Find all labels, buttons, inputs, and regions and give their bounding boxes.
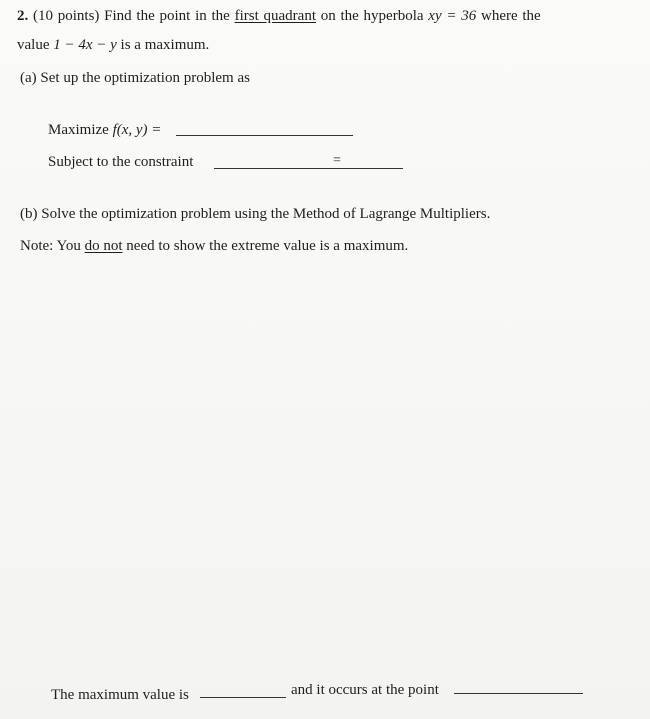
maximize-label: Maximize bbox=[48, 122, 109, 138]
part-b-intro: (b) Solve the optimization problem using the Method of Lagrange Multipliers. bbox=[20, 206, 491, 222]
problem-statement-line-1 bbox=[17, 7, 541, 25]
note-text-b: need to show the extreme value is a maximum. bbox=[126, 238, 409, 254]
problem-text-value: value bbox=[17, 37, 50, 53]
occurs-label: and it occurs at the point bbox=[291, 682, 439, 698]
problem-text-c: where the bbox=[480, 8, 541, 24]
objective-expression: 1 − 4x − y bbox=[53, 37, 117, 53]
constraint-equals-sign: = bbox=[333, 153, 341, 168]
problem-points: (10 points) bbox=[33, 8, 100, 24]
problem-text-maximum: is a maximum. bbox=[120, 37, 210, 53]
function-label: f(x, y) = bbox=[112, 122, 162, 138]
part-a-intro: (a) Set up the optimization problem as bbox=[20, 70, 250, 86]
problem-text-underlined: first quadrant bbox=[234, 8, 316, 24]
maximize-row bbox=[48, 121, 161, 139]
problem-text-b: on the hyperbola bbox=[320, 8, 424, 24]
max-value-label: The maximum value is bbox=[51, 687, 189, 703]
constraint-label: Subject to the constraint bbox=[48, 154, 194, 170]
note-underlined: do not bbox=[84, 238, 123, 254]
note-line bbox=[20, 237, 408, 255]
point-answer-line[interactable] bbox=[454, 693, 583, 694]
problem-statement-line-2 bbox=[17, 36, 209, 54]
max-value-answer-line[interactable] bbox=[200, 697, 286, 698]
problem-number: 2. bbox=[17, 8, 29, 24]
hyperbola-equation: xy = 36 bbox=[428, 8, 477, 24]
function-answer-line[interactable] bbox=[176, 135, 353, 136]
problem-text-a: Find the point in the bbox=[104, 8, 230, 24]
constraint-answer-line[interactable] bbox=[214, 168, 403, 169]
note-text-a: Note: You bbox=[20, 238, 81, 254]
